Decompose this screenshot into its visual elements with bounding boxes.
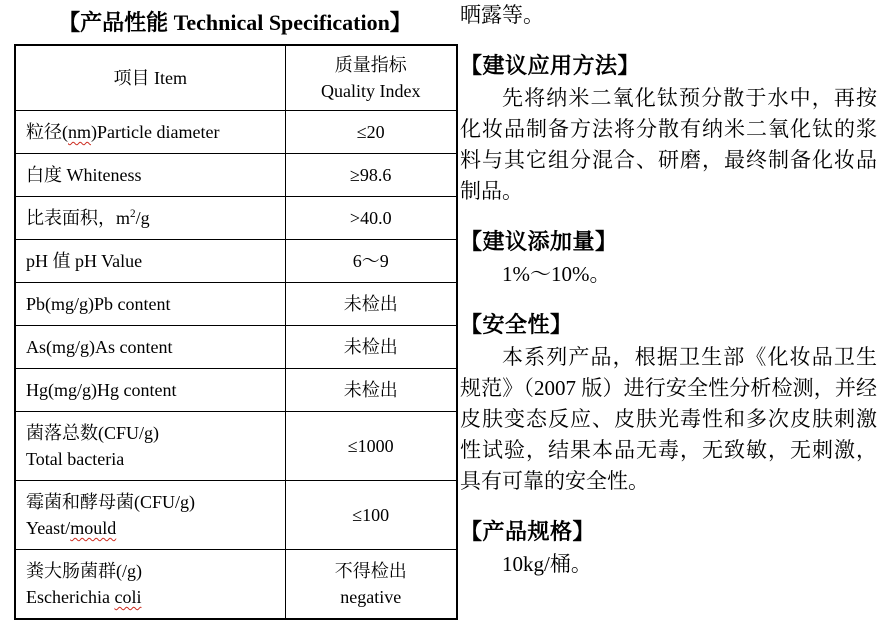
table-row [15,240,457,283]
section-body: 本系列产品，根据卫生部《化妆品卫生规范》（2007 版）进行安全性分析检测，并经皮肤变态反应、皮肤光毒性和多次皮肤刺激性试验，结果本品无毒，无致敏，无刺激，具有可靠的安全性。 [460,345,877,493]
section-body: 先将纳米二氧化钛预分散于水中，再按化妆品制备方法将分散有纳米二氧化钛的浆料与其它组分混合、研磨，最终制备化妆品制品。 [460,86,877,203]
section-packaging [460,517,877,580]
section-heading: 【建议应用方法】 [460,53,641,78]
index-column-header [285,45,457,111]
item-cell: 菌落总数(CFU/g) Total bacteria [15,412,285,481]
table-header-row [15,45,457,111]
item-cell: 白度 Whiteness [15,154,285,197]
table-row [15,283,457,326]
spec-table [14,44,458,620]
section-heading: 【安全性】 [460,312,573,337]
info-section [460,0,877,580]
value-cell: ≤20 [285,111,457,154]
table-row [15,369,457,412]
spec-section [14,4,456,620]
item-cell: Pb(mg/g)Pb content [15,283,285,326]
table-row [15,197,457,240]
item-cell: pH 值 pH Value [15,240,285,283]
spec-table-body [15,111,457,620]
section-application [460,51,877,207]
item-cell: 粒径(nm)Particle diameter [15,111,285,154]
value-cell: 未检出 [285,369,457,412]
item-cell: Hg(mg/g)Hg content [15,369,285,412]
table-row [15,326,457,369]
index-header-line-en: Quality Index [321,81,421,101]
section-body: 10kg/桶。 [502,552,592,576]
value-cell: ≤100 [285,481,457,550]
index-header-line-cn: 质量指标 [334,55,407,75]
value-cell: ≤1000 [285,412,457,481]
item-cell: As(mg/g)As content [15,326,285,369]
spec-title: 【产品性能 Technical Specification】 [58,10,412,35]
paragraph-fragment: 晒露等。 [460,3,544,27]
value-cell: 未检出 [285,283,457,326]
value-cell: >40.0 [285,197,457,240]
table-row [15,111,457,154]
table-row [15,412,457,481]
section-safety [460,310,877,497]
item-cell: 比表面积，$m^2/g$ [15,197,285,240]
item-cell: 霉菌和酵母菌(CFU/g) Yeast/mould [15,481,285,550]
table-row [15,481,457,550]
section-heading: 【产品规格】 [460,519,596,544]
value-cell: 6～9 [285,240,457,283]
misspelled-word: mould [70,518,117,538]
item-cell: 粪大肠菌群(/g) Escherichia coli [15,550,285,620]
section-heading: 【建议添加量】 [460,229,618,254]
item-column-header: 项目 Item [15,45,285,111]
value-cell: 不得检出 negative [285,550,457,620]
section-body: 1%～10%。 [502,262,611,286]
section-dosage [460,227,877,290]
misspelled-word: nm [68,122,92,142]
table-row [15,154,457,197]
misspelled-word: coli [114,587,142,607]
value-cell: ≥98.6 [285,154,457,197]
value-cell: 未检出 [285,326,457,369]
